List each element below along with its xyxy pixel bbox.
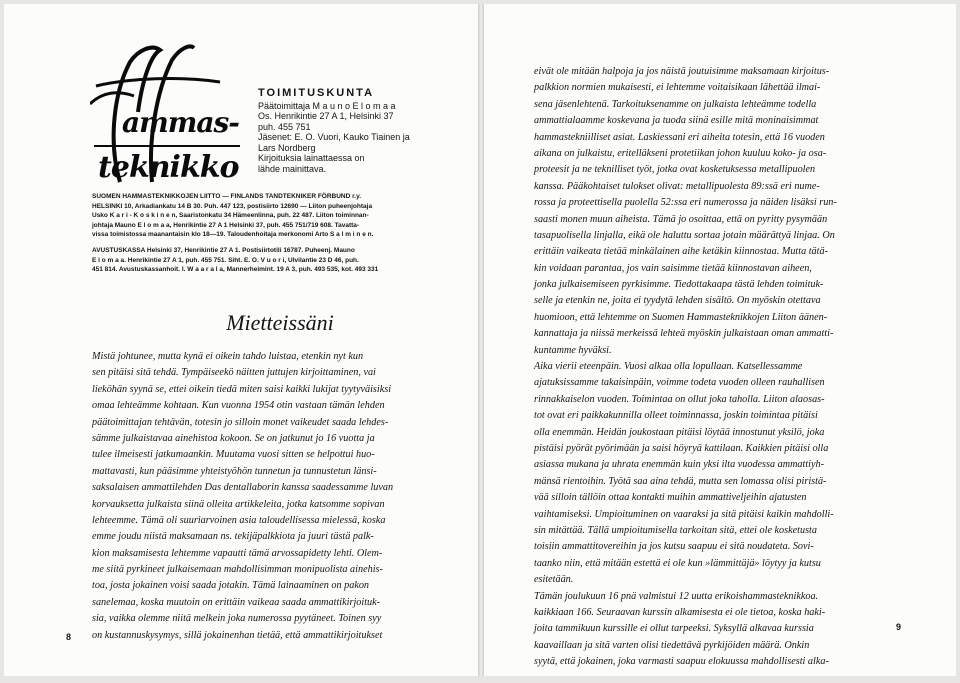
editorial-line: puh. 455 751 xyxy=(258,121,311,132)
editorial-line: Os. Henrikintie 27 A 1, Helsinki 37 xyxy=(258,111,394,121)
article-body-left xyxy=(92,349,393,644)
article-line: huomioon, että lehtemme on Suomen Hammasteknikkojen Liiton äänen- xyxy=(534,311,828,323)
article-line: kin voidaan parantaa, jos vain saisimme tietää kiinnostavan aiheen, xyxy=(534,262,812,274)
article-line: Aika vierii eteenpäin. Vuosi alkaa olla lopullaan. Katsellessamme xyxy=(534,361,803,373)
editorial-line: Päätoimittaja M a u n o E l o m a a xyxy=(258,100,396,111)
publisher-line: johtaja Mauno E l o m a a, Henrikintie 27 A 1 Helsinki 37, puh. 455 751/719 608. Tavatta- xyxy=(92,221,360,229)
article-line: rossa ja proteettisella puolella 52:ssa eri numerossa ja näiden lisäksi run- xyxy=(534,197,837,209)
article-title: Mietteissäni xyxy=(226,310,334,335)
article-line: saksalaisen ammattilehden Das dentallaborin kanssa saadessamme luvan xyxy=(92,482,394,494)
relief-fund-line: E l o m a a. Henrikintie 27 A 1, puh. 455 751. Siht. E. O. V u o r i, Ulvilantie 23 D 46, puh. xyxy=(92,256,359,264)
relief-fund-line: 451 814. Avustuskassanhoit. I. W a a r a l a, Mannerheimint. 19 A 3, puh. 493 535, kot. 493 331 xyxy=(92,266,379,274)
article-line: kion maksamisesta lehtemme vapautti tämä arvossapidetty lehti. Olem- xyxy=(92,547,383,559)
article-line: sia, vaikka olemme niitä melkein joka numerossa pyytäneet. Toinen syy xyxy=(92,613,382,625)
article-line: eivät ole mitään halpoja ja jos näistä joutuisimme maksamaan kirjoitus- xyxy=(534,66,830,77)
article-line: ajatuksissamme takaisinpäin, voimme todeta vuoden olleen rauhallisen xyxy=(534,377,825,389)
article-line: rinnakkaiselon vuoden. Toimintaa on ollut joka taholla. Liiton alaosas- xyxy=(534,393,825,405)
logo-word-teknikko: teknikko xyxy=(98,150,239,185)
relief-fund-line: AVUSTUSKASSA Helsinki 37, Henrikintie 27 A 1. Postisiirtotili 16787. Puheenj. Mauno xyxy=(92,246,355,254)
article-line: ammattialaamme koskevana ja tuoda siinä esille mitä moninaisimmat xyxy=(534,115,819,127)
article-line: saasti monen muun aiheista. Tämä jo osoittaa, että on pyritty pysymään xyxy=(534,213,828,225)
article-line: omaa lehteämme kohtaan. Kun vuonna 1954 otin vastaan tämän lehden xyxy=(92,400,385,412)
article-line: kuntamme hyväksi. xyxy=(534,344,612,356)
article-line: Mistä johtunee, mutta kynä ei oikein tahdo luistaa, etenkin nyt kun xyxy=(92,351,364,362)
article-line: vaihtamiseksi. Umpioituminen on vaaraksi ja sitä pitäisi kaikin mahdolli- xyxy=(534,508,834,520)
article-line: kaikkiaan 166. Seuraavan kurssin alkamisesta ei ole tietoa, koska haki- xyxy=(534,606,826,618)
editorial-line: lähde mainittava. xyxy=(258,163,327,174)
article-line: selle ja etenkin ne, joita ei tyydytä lehden sisältö. On myöskin otettava xyxy=(534,295,821,307)
article-line: korvauksetta julkaista siinä olleita artikkeleita, jotka katsomme sopivan xyxy=(92,498,385,510)
article-line: sena jäsenlehtenä. Tarkoituksenamme on julkaista lehteämme todella xyxy=(534,98,817,110)
article-line: tasapuolisella linjalla, eikä ole haluttu sortaa jotain määrättyä linjaa. On xyxy=(534,229,835,241)
article-line: mattavasti, kun pääsimme yhteistyöhön tunnetun ja tunnustetun länsi- xyxy=(92,465,377,477)
article-line: tot ovat eri paikkakunnilla olleet toiminnassa, joskin toimintaa pitäisi xyxy=(534,410,818,422)
article-line: me siitä pyrkineet julkaisemaan mahdollisimman monipuolista ainehis- xyxy=(92,564,383,576)
article-line: lieköhän syynä se, ettei oikein tiedä miten saisi kaikki lukijat tyytyväisiksi xyxy=(92,383,392,395)
logo-word-ammas: ammas- xyxy=(122,106,239,139)
publisher-line: Usko K a r i - K o s k i n e n, Saaristonkatu 34 Hämeenlinna, puh. 22 487. Liiton toiminnan- xyxy=(92,212,369,220)
article-line: asiassa mukana ja uhrata enemmän kuin yksi ilta vuodessa ammattiyh- xyxy=(534,459,825,471)
article-line: syytä, että jokainen, joka varmasti saapuu elokuussa mahdollisesti alka- xyxy=(534,656,829,668)
article-line: mänsä rientoihin. Työtä saa aina tehdä, mutta sen lomassa olisi piristä- xyxy=(534,475,827,487)
article-line: sämme julkaistavaa ainehistoa kokoon. Se on jatkunut jo 16 vuotta ja xyxy=(92,432,375,444)
article-line: erittäin vaikeata tietää minkälainen aihe ketäkin kiinnostaa. Mutta tätä- xyxy=(534,246,828,258)
editorial-line: Lars Nordberg xyxy=(258,142,316,153)
article-line: esitetään. xyxy=(534,574,574,586)
publisher-line: SUOMEN HAMMASTEKNIKKOJEN LIITTO — FINLANDS TANDTEKNIKER FÖRBUND r.y. xyxy=(92,193,362,200)
article-line: sen pitäisi sitä tehdä. Tympäiseekö näitten juttujen kirjoittaminen, vai xyxy=(92,367,376,379)
article-line: olla enemmän. Heidän joukostaan pitäisi löytää innostunut yksilö, joka xyxy=(534,426,825,438)
page-number-right: 9 xyxy=(896,622,902,632)
article-line: sanelemaa, koska muutoin on erittäin vaikeaa saada ammattikirjoituk- xyxy=(92,596,381,608)
publisher-line: HELSINKI 10, Arkadiankatu 14 B 30. Puh. 447 123, postisiirto 12690 — Liiton puheenjohtaja xyxy=(92,202,373,210)
article-line: toa, josta jokainen voisi saada jotakin. Tämä lainaaminen on pakon xyxy=(92,580,370,592)
article-line: toisiin ammattitovereihin ja jos kutsu saapuu ei sitä noudateta. Sovi- xyxy=(534,541,814,553)
article-line: vää silloin tällöin ottaa kontakti muihin ammattiveljeihin ajatusten xyxy=(534,492,807,504)
publisher-line: vissa toimistossa maanantaisin klo 18—19. Taloudenhoitaja merkonomi Arto S a l m i n e n. xyxy=(92,231,374,239)
article-line: joita tammikuun kurssille ei ollut tarpeeksi. Syksyllä alkavaa kurssia xyxy=(534,623,814,635)
article-line: aikana on julkaistu, eritelläkseni protetiikan johon kuuluu koko- ja osa- xyxy=(534,147,827,159)
article-line: päätoimittajan tehtävän, totesin jo silloin monet vaikeudet saada lehdes- xyxy=(92,416,389,428)
article-line: kanssa. Pääkohtaiset tulokset olivat: metallipuolesta 89:ssä eri nume- xyxy=(534,180,820,192)
editorial-board-title: TOIMITUSKUNTA xyxy=(258,87,375,99)
right-page xyxy=(484,4,956,676)
editorial-line: Kirjoituksia lainattaessa on xyxy=(258,153,365,163)
publisher-info xyxy=(92,192,468,275)
editorial-board xyxy=(258,88,468,174)
article-line: sin mitättää. Tällä umpioitumisella tarkoitan sitä, ettei ole kosketusta xyxy=(534,524,817,536)
article-line: hammastekniilliset asiat. Laskiessani eri aiheita totesin, että 16 vuoden xyxy=(534,131,825,143)
article-line: palkkion normien mukaisesti, ei lehtemme voitaisikaan lähettää ilmai- xyxy=(534,82,821,94)
article-body-right xyxy=(534,64,837,670)
article-line: kannattaja ja niissä merkeissä lehteä myöskin julkaistaan oman ammatti- xyxy=(534,328,834,340)
page-number-left: 8 xyxy=(66,632,72,642)
article-line: taanko niin, että mitään estettä ei ole kun »lämmittäjä» löytyy ja kutsu xyxy=(534,557,821,569)
magazine-logo xyxy=(90,42,250,192)
left-page xyxy=(4,4,478,676)
article-line: tulee ilmeisesti jatkumaankin. Muutama vuosi sitten se helpottui huo- xyxy=(92,449,375,461)
article-line: lehteemme. Tämä oli suuriarvoinen asia taloudellisessa mielessä, koska xyxy=(92,514,386,526)
article-line: jonka julkaisemiseen pyrkisimme. Tiedottakaapa tästä lehden toimituk- xyxy=(534,279,824,291)
article-line: kaavaillaan ja sitä varten olisi tiedettävä pyrkijöiden määrä. Onkin xyxy=(534,639,810,651)
article-line: Tämän joulukuun 16 pnä valmistui 12 uutta erikoishammasteknikkoa. xyxy=(534,590,819,602)
article-line: pistäisi pyörät pyörimään ja saisi höyryä kattilaan. Kaikkien pitäisi olla xyxy=(534,442,829,454)
article-line: emme joudu niistä maksamaan ns. tekijäpalkkiota ja juuri tästä palk- xyxy=(92,531,374,543)
article-line: proteesit ja ne teknilliset työt, jotka ovat kosketuksessa metallipuolen xyxy=(534,164,816,176)
article-line: on kustannuskysymys, sillä jokainenhan tietää, että ammattikirjoitukset xyxy=(92,629,383,641)
editorial-line: Jäsenet: E. O. Vuori, Kauko Tiainen ja xyxy=(258,132,410,142)
